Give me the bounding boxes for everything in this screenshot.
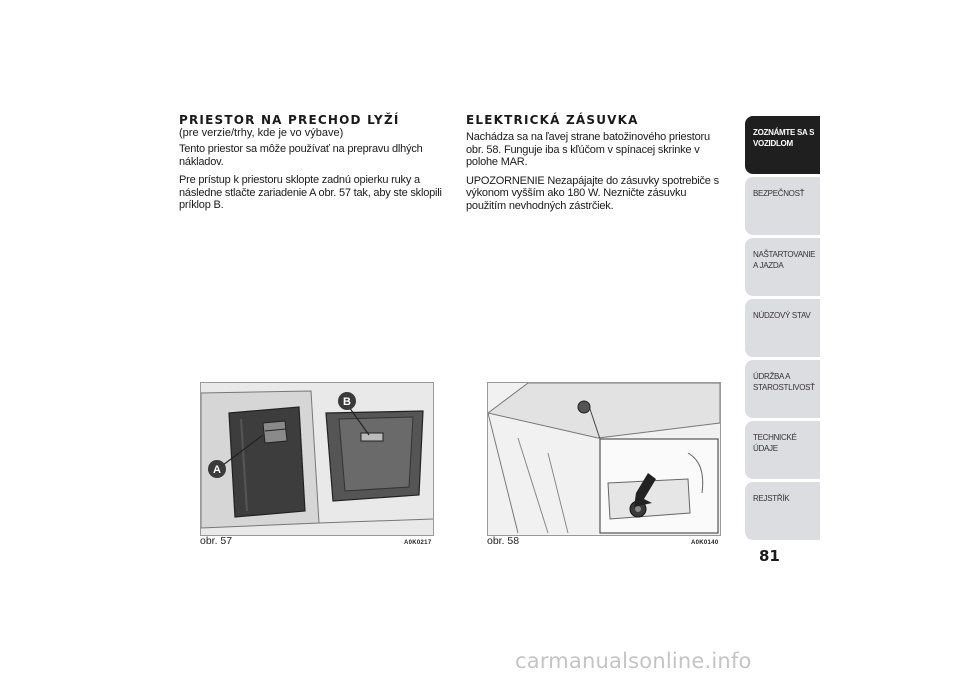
label-a: A <box>213 464 221 476</box>
tab-starting-driving[interactable]: NAŠTARTOVANIE A JAZDA <box>745 238 820 296</box>
figure-58-illustration <box>487 382 721 536</box>
page-number: 81 <box>759 547 780 565</box>
tab-technical-data[interactable]: TECHNICKÉ ÚDAJE <box>745 421 820 479</box>
figure-57-caption: obr. 57 <box>200 535 233 547</box>
figure-58-code: A0K0140 <box>691 540 719 546</box>
power-socket-section <box>466 113 724 218</box>
watermark: carmanualsonline.info <box>515 649 752 673</box>
ski-pass-paragraph-2: Pre prístup k priestoru sklopte zadnú opierku ruky a následne stlačte zariadenie A obr. 57 tak, aby ste sklopili príklop B. <box>179 174 442 211</box>
power-socket-drawing <box>488 383 720 535</box>
ski-pass-drawing <box>201 383 433 535</box>
chapter-tabs <box>745 116 820 543</box>
power-socket-paragraph-2: UPOZORNENIE Nezapájajte do zásuvky spotrebiče s výkonom vyšším ako 180 W. Nezničte zásuvku použitím nevhodných zástrčiek. <box>466 174 719 212</box>
tab-know-your-vehicle[interactable]: ZOZNÁMTE SA S VOZIDLOM <box>745 116 820 174</box>
power-socket-heading: ELEKTRICKÁ ZÁSUVKA <box>466 113 639 127</box>
ski-pass-heading: PRIESTOR NA PRECHOD LYŽÍ <box>179 113 400 127</box>
tab-maintenance[interactable]: ÚDRŽBA A STAROSTLIVOSŤ <box>745 360 820 418</box>
ski-pass-paragraph-1: Tento priestor sa môže používať na prepravu dlhých nákladov. <box>179 143 423 168</box>
ski-pass-section <box>179 113 449 218</box>
tab-emergency[interactable]: NÚDZOVÝ STAV <box>745 299 820 357</box>
tab-safety[interactable]: BEZPEČNOSŤ <box>745 177 820 235</box>
ski-pass-subheading: (pre verzie/trhy, kde je vo výbave) <box>179 127 344 139</box>
tab-index[interactable]: REJSTŘÍK <box>745 482 820 540</box>
power-socket-paragraph-1: Nachádza sa na ľavej strane batožinového priestoru obr. 58. Funguje iba s kľúčom v spínacej skrinke v polohe MAR. <box>466 131 710 168</box>
figure-58-caption: obr. 58 <box>487 535 520 547</box>
figure-57-code: A0K0217 <box>404 540 432 546</box>
label-b: B <box>343 396 351 408</box>
figure-57-illustration <box>200 382 434 536</box>
